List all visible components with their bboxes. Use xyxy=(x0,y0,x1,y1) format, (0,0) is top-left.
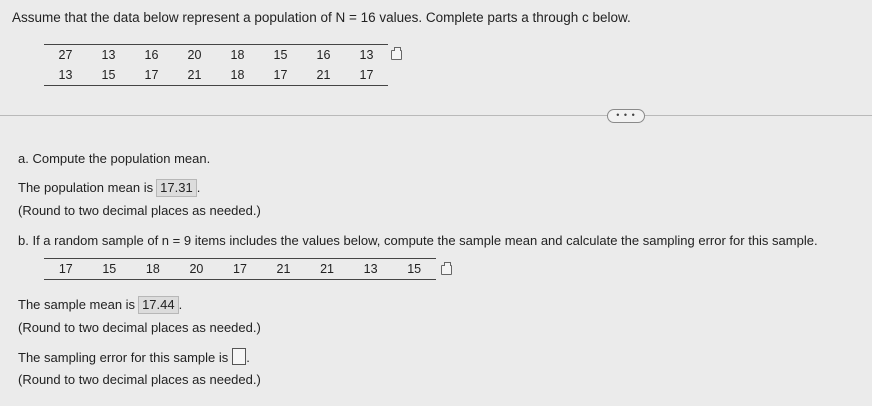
prompt-text-end: values. Complete parts a through c below. xyxy=(375,10,631,25)
table-row xyxy=(44,259,436,280)
part-a-question: a. Compute the population mean. xyxy=(18,151,211,166)
sample-mean-answer[interactable]: 17.44 xyxy=(138,296,179,314)
population-data-table xyxy=(44,44,388,86)
part-a-hint: (Round to two decimal places as needed.) xyxy=(18,203,261,218)
table-cell: 21 xyxy=(302,65,345,86)
table-cell: 15 xyxy=(392,259,436,280)
expand-more-button[interactable]: • • • xyxy=(607,109,645,123)
table-cell: 27 xyxy=(44,45,87,66)
table-cell: 18 xyxy=(131,259,175,280)
population-size: N = 16 xyxy=(335,10,376,25)
part-a-answer-label: The population mean is xyxy=(18,180,154,195)
sampling-error-line xyxy=(18,348,250,365)
table-cell: 15 xyxy=(259,45,302,66)
section-divider xyxy=(0,115,872,116)
table-cell: 13 xyxy=(44,65,87,86)
part-b-question-end: items includes the values below, compute the sample mean and calculate the sampling error for this sample. xyxy=(191,233,818,248)
table-cell: 18 xyxy=(216,45,259,66)
copy-data-icon[interactable] xyxy=(391,50,402,60)
table-row xyxy=(44,45,388,66)
problem-prompt xyxy=(12,10,631,25)
sample-mean-line xyxy=(18,296,182,314)
table-cell: 20 xyxy=(175,259,219,280)
part-b-question xyxy=(18,233,818,248)
sampling-error-input[interactable] xyxy=(232,348,246,365)
table-cell: 18 xyxy=(216,65,259,86)
table-cell: 17 xyxy=(44,259,88,280)
table-cell: 13 xyxy=(87,45,130,66)
copy-sample-icon[interactable] xyxy=(441,265,452,275)
sample-size: n = 9 xyxy=(161,233,192,248)
table-cell: 21 xyxy=(262,259,306,280)
sample-data-table xyxy=(44,258,436,280)
sample-mean-period: . xyxy=(178,297,183,312)
table-cell: 20 xyxy=(173,45,216,66)
table-cell: 16 xyxy=(130,45,173,66)
table-cell: 17 xyxy=(130,65,173,86)
part-b-question-start: b. If a random sample of xyxy=(18,233,162,248)
population-mean-answer[interactable]: 17.31 xyxy=(156,179,197,197)
table-cell: 21 xyxy=(173,65,216,86)
table-cell: 17 xyxy=(345,65,388,86)
prompt-text-start: Assume that the data below represent a population of xyxy=(12,10,336,25)
sampling-error-period: . xyxy=(246,350,250,365)
sample-mean-hint: (Round to two decimal places as needed.) xyxy=(18,320,261,335)
table-row xyxy=(44,65,388,86)
sample-mean-label: The sample mean is xyxy=(18,297,136,312)
table-cell: 13 xyxy=(345,45,388,66)
table-cell: 15 xyxy=(88,259,132,280)
table-cell: 16 xyxy=(302,45,345,66)
sampling-error-label: The sampling error for this sample is xyxy=(18,350,229,365)
part-a-answer-line xyxy=(18,179,200,197)
table-cell: 17 xyxy=(218,259,262,280)
table-cell: 13 xyxy=(349,259,393,280)
table-cell: 15 xyxy=(87,65,130,86)
sampling-error-hint: (Round to two decimal places as needed.) xyxy=(18,372,261,387)
table-cell: 21 xyxy=(305,259,349,280)
table-cell: 17 xyxy=(259,65,302,86)
part-a-period: . xyxy=(196,180,201,195)
